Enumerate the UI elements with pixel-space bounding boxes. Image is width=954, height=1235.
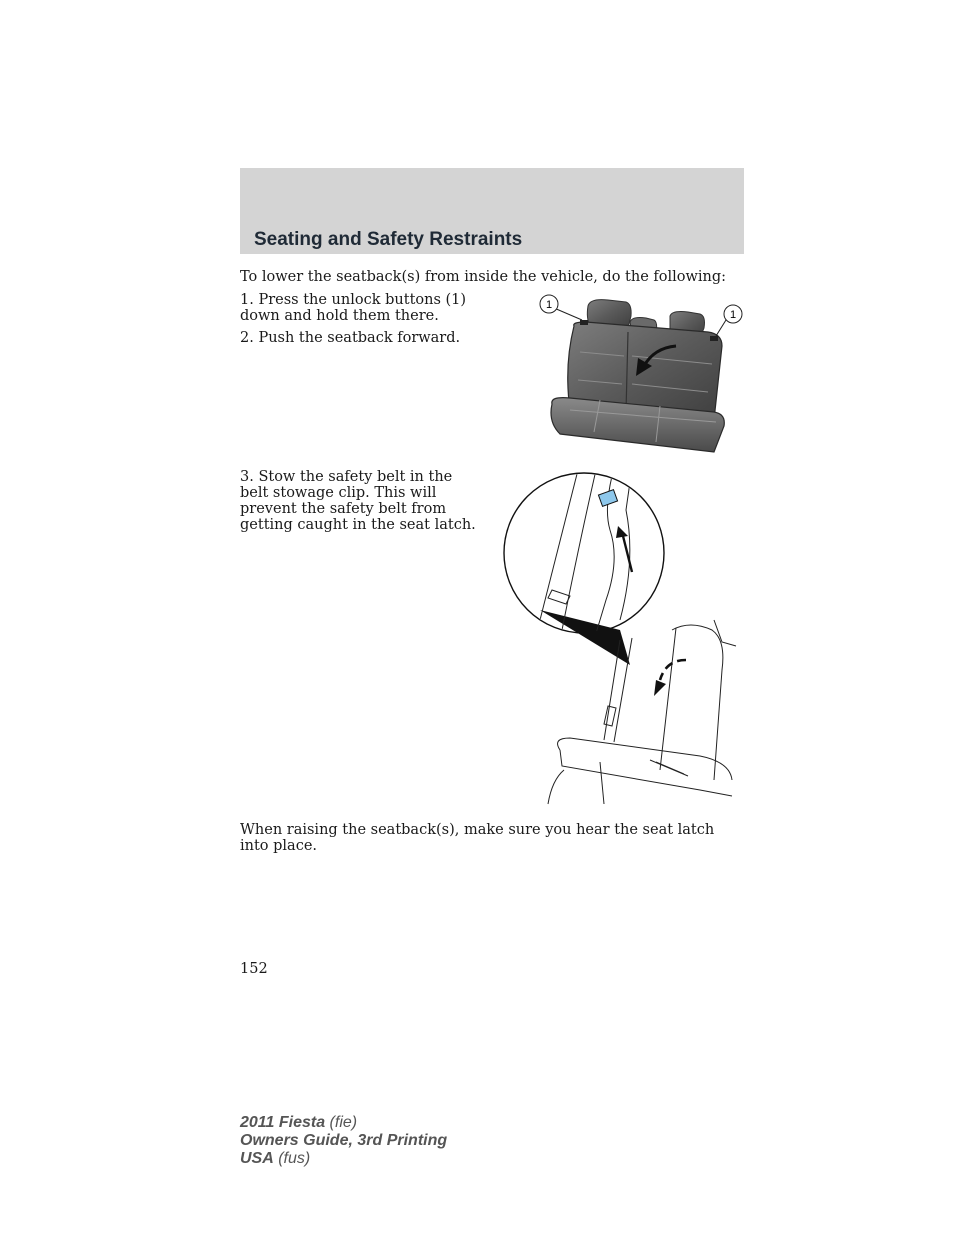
fold-arrow-icon: [660, 660, 686, 680]
step-3-text: 3. Stow the safety belt in the belt stowage clip. This will prevent the safety belt from getting caught in the seat latch.: [240, 469, 476, 533]
section-header-band: [240, 168, 744, 254]
step-2-text: 2. Push the seatback forward.: [240, 330, 461, 346]
document-footer: [240, 1114, 447, 1168]
detail-magnifier: [504, 473, 664, 633]
callout-1-left: 1: [545, 299, 553, 311]
rear-seat-illustration: [530, 292, 745, 460]
step-1-text: 1. Press the unlock buttons (1) down and hold them there.: [240, 292, 467, 324]
unlock-button-right: [710, 336, 718, 341]
footer-line-2: Owners Guide, 3rd Printing: [240, 1132, 448, 1149]
closing-paragraph: When raising the seatback(s), make sure you hear the seat latch into place.: [240, 822, 715, 854]
callout-1-right: 1: [729, 309, 737, 321]
page-number: 152: [240, 961, 268, 977]
footer-line-3: USA (fus): [240, 1150, 311, 1167]
footer-line-1: 2011 Fiesta (fie): [240, 1114, 358, 1131]
belt-stowage-illustration: [500, 470, 740, 808]
unlock-button-left: [580, 320, 588, 325]
section-title: Seating and Safety Restraints: [254, 229, 523, 250]
intro-paragraph: To lower the seatback(s) from inside the vehicle, do the following:: [240, 269, 727, 285]
